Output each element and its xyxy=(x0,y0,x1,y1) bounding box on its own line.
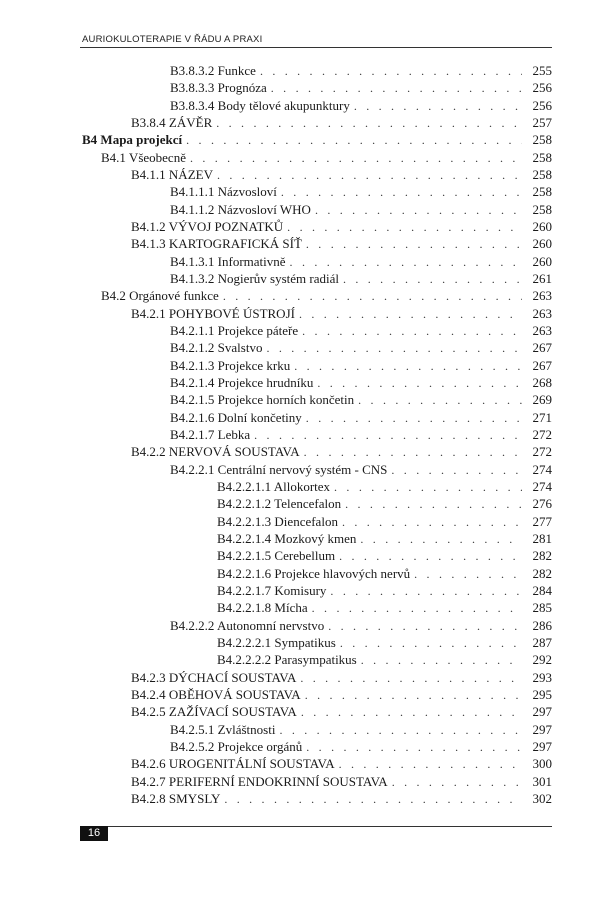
dot-leader xyxy=(254,427,522,444)
toc-entry-page: 267 xyxy=(532,340,552,355)
toc-entry-label: B4.2.2.1.3 Diencefalon xyxy=(217,514,338,529)
toc-entry-page: 255 xyxy=(532,63,552,78)
toc-entry xyxy=(170,721,552,738)
toc-entry xyxy=(82,131,552,148)
toc-entry xyxy=(217,495,552,512)
toc-entry-label: B3.8.3.2 Funkce xyxy=(170,63,256,78)
toc-entry-page: 302 xyxy=(532,791,552,806)
toc-entry-page: 261 xyxy=(532,271,552,286)
toc-entry xyxy=(217,651,552,668)
toc-entry-page: 295 xyxy=(532,687,552,702)
toc-entry-page: 285 xyxy=(532,600,552,615)
toc-entry xyxy=(170,391,552,408)
dot-leader xyxy=(300,670,522,687)
toc-entry-label: B4.2.2.1 Centrální nervový systém - CNS xyxy=(170,462,388,477)
toc-entry-label: B4.2.7 PERIFERNÍ ENDOKRINNÍ SOUSTAVA xyxy=(131,774,388,789)
toc-entry-page: 282 xyxy=(532,548,552,563)
toc-entry xyxy=(170,97,552,114)
dot-leader xyxy=(414,566,522,583)
dot-leader xyxy=(361,652,522,669)
toc-entry-label: B4.2.1.7 Lebka xyxy=(170,427,251,442)
toc-entry xyxy=(131,166,552,183)
toc-entry-label: B4.1.3 KARTOGRAFICKÁ SÍŤ xyxy=(131,236,302,251)
dot-leader xyxy=(306,739,522,756)
toc-entry xyxy=(131,443,552,460)
dot-leader xyxy=(360,531,522,548)
toc-entry-label: B4.2.2.1.2 Telencefalon xyxy=(217,496,342,511)
toc-entry-page: 268 xyxy=(532,375,552,390)
toc-entry-label: B4.2.1.5 Projekce horních končetin xyxy=(170,392,355,407)
toc-entry-label: B4.2.5.1 Zvláštnosti xyxy=(170,722,276,737)
toc-entry-label: B4.1.3.2 Nogierův systém radiál xyxy=(170,271,339,286)
dot-leader xyxy=(301,704,522,721)
toc-entry-label: B4.2.1.3 Projekce krku xyxy=(170,358,291,373)
dot-leader xyxy=(392,774,522,791)
dot-leader xyxy=(302,323,522,340)
toc-entry-page: 274 xyxy=(532,479,552,494)
toc-entry xyxy=(101,287,552,304)
toc-entry-page: 272 xyxy=(532,427,552,442)
toc-entry-page: 257 xyxy=(532,115,552,130)
toc-entry-page: 276 xyxy=(532,496,552,511)
toc-entry xyxy=(131,755,552,772)
toc-entry xyxy=(131,218,552,235)
dot-leader xyxy=(304,444,522,461)
toc-entry-page: 286 xyxy=(532,618,552,633)
dot-leader xyxy=(328,618,522,635)
toc-entry xyxy=(131,703,552,720)
toc-entry-page: 272 xyxy=(532,444,552,459)
toc-entry xyxy=(170,339,552,356)
dot-leader xyxy=(340,635,522,652)
dot-leader xyxy=(279,722,522,739)
dot-leader xyxy=(294,358,522,375)
toc-entry-label: B3.8.3.3 Prognóza xyxy=(170,80,267,95)
dot-leader xyxy=(305,687,522,704)
toc-entry-label: B3.8.4 ZÁVĚR xyxy=(131,115,213,130)
footer-rule xyxy=(80,826,552,827)
toc-entry xyxy=(170,201,552,218)
toc-entry-page: 282 xyxy=(532,566,552,581)
toc-entry xyxy=(131,305,552,322)
toc-entry-page: 284 xyxy=(532,583,552,598)
toc-entry-label: B4.1.2 VÝVOJ POZNATKŮ xyxy=(131,219,284,234)
toc-entry xyxy=(131,669,552,686)
dot-leader xyxy=(287,219,522,236)
toc-entry xyxy=(217,599,552,616)
dot-leader xyxy=(334,479,522,496)
toc-entry-label: B4.2.2.1.6 Projekce hlavových nervů xyxy=(217,566,411,581)
toc-entry-label: B4.2.2.2 Autonomní nervstvo xyxy=(170,618,325,633)
toc-entry-page: 260 xyxy=(532,236,552,251)
toc-entry-page: 297 xyxy=(532,739,552,754)
toc-entry xyxy=(131,790,552,807)
toc-entry-label: B4 Mapa projekcí xyxy=(82,132,183,147)
toc-entry-label: B4.2.2.1.7 Komisury xyxy=(217,583,327,598)
dot-leader xyxy=(217,167,522,184)
toc-entry-label: B4.2.4 OBĚHOVÁ SOUSTAVA xyxy=(131,687,301,702)
dot-leader xyxy=(299,306,522,323)
dot-leader xyxy=(224,791,522,808)
toc-entry xyxy=(170,461,552,478)
toc-entry-page: 258 xyxy=(532,167,552,182)
dot-leader xyxy=(312,600,522,617)
toc-entry-label: B4.1.1 NÁZEV xyxy=(131,167,213,182)
toc-entry-page: 292 xyxy=(532,652,552,667)
toc-entry-label: B4.2.8 SMYSLY xyxy=(131,791,221,806)
toc-entry xyxy=(170,617,552,634)
dot-leader xyxy=(339,548,522,565)
toc-entry xyxy=(131,114,552,131)
dot-leader xyxy=(186,132,522,149)
toc-entry-label: B4.2.2.1.5 Cerebellum xyxy=(217,548,336,563)
toc-entry xyxy=(170,79,552,96)
dot-leader xyxy=(339,756,522,773)
toc-entry-label: B4.1.3.1 Informativně xyxy=(170,254,286,269)
toc-entry-page: 263 xyxy=(532,306,552,321)
dot-leader xyxy=(354,98,522,115)
toc-entry-page: 300 xyxy=(532,756,552,771)
dot-leader xyxy=(306,236,522,253)
dot-leader xyxy=(190,150,522,167)
toc-entry-label: B4.2.2.1.4 Mozkový kmen xyxy=(217,531,357,546)
toc-entry-label: B4.2.2.2.1 Sympatikus xyxy=(217,635,336,650)
toc-entry-page: 258 xyxy=(532,184,552,199)
toc-entry-page: 274 xyxy=(532,462,552,477)
dot-leader xyxy=(342,514,522,531)
toc-entry-label: B4.2.3 DÝCHACÍ SOUSTAVA xyxy=(131,670,297,685)
toc-entry-label: B4.2 Orgánové funkce xyxy=(101,288,219,303)
dot-leader xyxy=(317,375,522,392)
toc-entry-page: 256 xyxy=(532,98,552,113)
toc-entry-page: 258 xyxy=(532,202,552,217)
toc-entry xyxy=(217,582,552,599)
toc-entry-page: 269 xyxy=(532,392,552,407)
toc-entry xyxy=(217,634,552,651)
page-number: 16 xyxy=(80,826,108,841)
dot-leader xyxy=(223,288,522,305)
toc-entry-page: 260 xyxy=(532,254,552,269)
toc-entry xyxy=(170,409,552,426)
toc-entry-page: 281 xyxy=(532,531,552,546)
toc-entry-label: B4.2.1.2 Svalstvo xyxy=(170,340,263,355)
toc-entry-label: B4.2.2.1.1 Allokortex xyxy=(217,479,331,494)
toc-entry-label: B4.2.6 UROGENITÁLNÍ SOUSTAVA xyxy=(131,756,335,771)
toc-entry xyxy=(217,478,552,495)
toc-entry-page: 260 xyxy=(532,219,552,234)
toc-entry xyxy=(170,270,552,287)
toc-entry xyxy=(131,235,552,252)
toc-entry-label: B4.2.2 NERVOVÁ SOUSTAVA xyxy=(131,444,300,459)
toc-entry xyxy=(217,530,552,547)
toc-entry-page: 263 xyxy=(532,323,552,338)
toc-entry-page: 258 xyxy=(532,150,552,165)
toc-entry xyxy=(170,253,552,270)
toc-entry xyxy=(217,565,552,582)
dot-leader xyxy=(290,254,522,271)
toc-entry-label: B4.2.1 POHYBOVÉ ÚSTROJÍ xyxy=(131,306,295,321)
toc-entry xyxy=(170,738,552,755)
dot-leader xyxy=(216,115,522,132)
toc-entry-label: B4.2.2.2.2 Parasympatikus xyxy=(217,652,357,667)
toc-entry-label: B4.2.5.2 Projekce orgánů xyxy=(170,739,303,754)
toc-entry-label: B4.1.1.1 Názvosloví xyxy=(170,184,277,199)
toc-entry-label: B4.2.1.4 Projekce hrudníku xyxy=(170,375,314,390)
dot-leader xyxy=(306,410,522,427)
toc-entry-page: 297 xyxy=(532,704,552,719)
toc-entry xyxy=(170,357,552,374)
toc-entry xyxy=(170,426,552,443)
toc-entry-page: 301 xyxy=(532,774,552,789)
dot-leader xyxy=(260,63,522,80)
dot-leader xyxy=(281,184,522,201)
dot-leader xyxy=(343,271,522,288)
toc-entry-label: B4.2.1.1 Projekce páteře xyxy=(170,323,299,338)
toc-entry xyxy=(170,322,552,339)
toc-entry xyxy=(101,149,552,166)
toc-entry-page: 258 xyxy=(532,132,552,147)
toc-entry xyxy=(217,513,552,530)
toc-entry-page: 271 xyxy=(532,410,552,425)
running-head: AURIOKULOTERAPIE V ŘÁDU A PRAXI xyxy=(82,34,263,45)
dot-leader xyxy=(391,462,522,479)
toc-entry xyxy=(217,547,552,564)
toc-entry-label: B4.2.2.1.8 Mícha xyxy=(217,600,308,615)
toc-entry xyxy=(131,686,552,703)
toc-entry-label: B4.2.1.6 Dolní končetiny xyxy=(170,410,302,425)
toc-entry-page: 256 xyxy=(532,80,552,95)
toc-entry-page: 287 xyxy=(532,635,552,650)
toc-entry-label: B3.8.3.4 Body tělové akupunktury xyxy=(170,98,350,113)
toc-entry xyxy=(170,183,552,200)
header-rule xyxy=(80,47,552,48)
toc-entry xyxy=(170,374,552,391)
toc-entry-page: 263 xyxy=(532,288,552,303)
toc-entry xyxy=(131,773,552,790)
toc-entry xyxy=(170,62,552,79)
toc-entry-label: B4.1 Všeobecně xyxy=(101,150,186,165)
dot-leader xyxy=(345,496,522,513)
toc-entry-page: 293 xyxy=(532,670,552,685)
dot-leader xyxy=(271,80,522,97)
dot-leader xyxy=(315,202,522,219)
toc-entry-page: 297 xyxy=(532,722,552,737)
toc-entry-page: 277 xyxy=(532,514,552,529)
toc-entry-page: 267 xyxy=(532,358,552,373)
toc-entry-label: B4.2.5 ZAŽÍVACÍ SOUSTAVA xyxy=(131,704,297,719)
dot-leader xyxy=(358,392,522,409)
dot-leader xyxy=(266,340,522,357)
toc-entry-label: B4.1.1.2 Názvosloví WHO xyxy=(170,202,311,217)
dot-leader xyxy=(330,583,522,600)
